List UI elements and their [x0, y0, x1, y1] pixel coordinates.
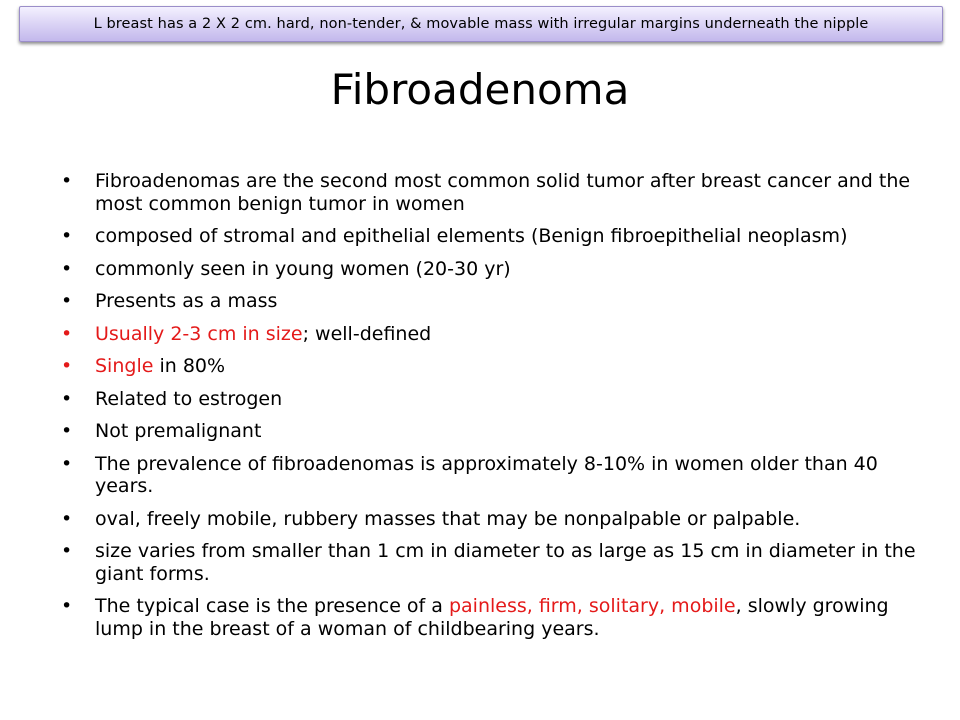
bullet-text: size varies from smaller than 1 cm in diameter to as large as 15 cm in diameter in the giant forms.	[95, 540, 916, 585]
bullet-text: , slowly growing lump in the breast of a woman of childbearing years.	[95, 595, 889, 640]
bullet-text: Presents as a mass	[95, 290, 278, 312]
case-banner-text: L breast has a 2 X 2 cm. hard, non-tender, & movable mass with irregular margins underneath the nipple	[93, 16, 869, 32]
bullet-text: in 80%	[153, 355, 226, 377]
bullet-text: ; well-defined	[302, 322, 432, 345]
bullet-item	[58, 323, 918, 346]
bullet-item	[58, 595, 918, 640]
bullet-text: The prevalence of fibroadenomas is approximately 8-10% in women older than 40 years.	[95, 452, 878, 497]
case-banner	[19, 6, 943, 42]
bullet-icon: •	[61, 595, 73, 617]
bullet-text: composed of stromal and epithelial elements (Benign fibroepithelial neoplasm)	[95, 225, 848, 247]
bullet-icon: •	[61, 355, 73, 377]
bullet-icon: •	[61, 387, 73, 410]
bullet-item	[58, 453, 918, 498]
bullet-icon: •	[61, 225, 73, 247]
bullet-item	[58, 508, 918, 531]
bullet-icon: •	[61, 540, 73, 562]
bullet-text: Fibroadenomas are the second most common solid tumor after breast cancer and the most common benign tumor in women	[95, 170, 911, 215]
bullet-text: Related to estrogen	[95, 387, 283, 410]
bullet-icon: •	[61, 452, 73, 475]
bullet-text: oval, freely mobile, rubbery masses that may be nonpalpable or palpable.	[95, 507, 801, 530]
bullet-item	[58, 290, 918, 313]
slide-title: Fibroadenoma	[330, 65, 630, 114]
bullet-icon: •	[61, 420, 73, 442]
bullet-icon: •	[61, 290, 73, 312]
bullet-highlight-text: Usually 2-3 cm in size	[95, 322, 303, 345]
bullet-item	[58, 420, 918, 443]
bullet-item	[58, 388, 918, 411]
bullet-item	[58, 258, 918, 281]
bullet-icon: •	[61, 257, 73, 280]
bullet-item	[58, 540, 918, 585]
bullet-text: The typical case is the presence of a	[95, 595, 449, 617]
bullet-highlight-text: painless, firm, solitary, mobile	[448, 595, 736, 617]
bullet-text: Not premalignant	[95, 420, 262, 442]
bullet-icon: •	[61, 507, 73, 530]
bullet-text: commonly seen in young women (20-30 yr)	[95, 257, 511, 280]
bullet-icon: •	[61, 170, 73, 192]
bullet-item	[58, 225, 918, 248]
bullet-icon: •	[61, 322, 73, 345]
bullet-highlight-text: Single	[95, 355, 154, 377]
bullet-list	[58, 170, 918, 650]
bullet-item	[58, 355, 918, 378]
bullet-item	[58, 170, 918, 215]
